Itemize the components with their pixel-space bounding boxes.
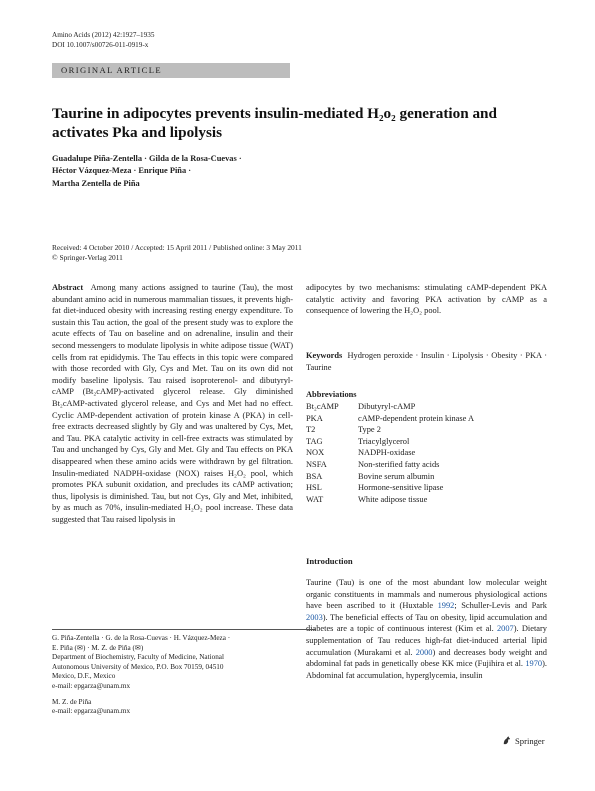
abbreviation-row: [306, 401, 547, 413]
footnote-line: Department of Biochemistry, Faculty of Medicine, National: [52, 653, 224, 662]
article-title: Taurine in adipocytes prevents insulin-mediated H₂o₂ generation and activates Pka and lipolysis: [52, 105, 497, 141]
footnote-email[interactable]: e-mail: epgarza@unam.mx: [52, 707, 131, 716]
received-dates: Received: 4 October 2010 / Accepted: 15 April 2011 / Published online: 3 May 2011: [52, 243, 302, 252]
abbreviation-key: Bt₂cAMP: [306, 402, 339, 411]
abbreviations-label: Abbreviations: [306, 390, 357, 399]
abbreviation-value: Hormone-sensitive lipase: [358, 483, 444, 493]
citation-link[interactable]: 1970: [525, 659, 543, 669]
citation-link[interactable]: 2007: [496, 624, 514, 634]
abstract-block: [52, 282, 293, 525]
abstract-label: Abstract: [52, 283, 84, 292]
springer-horse-icon: [501, 735, 512, 746]
introduction-heading: Introduction: [306, 556, 353, 566]
citation-link[interactable]: 2003: [306, 612, 323, 622]
abbreviation-key: HSL: [306, 483, 322, 493]
intro-text-run: ). Dietary supplementation of Tau reduces high-fat diet-induced arterial lipid accumulation (Murakami et al.: [306, 624, 547, 657]
abbreviation-row: [306, 471, 547, 483]
publisher-name: Springer: [515, 735, 545, 746]
doi: DOI 10.1007/s00726-011-0919-x: [52, 41, 149, 49]
abbreviation-value: White adipose tissue: [358, 494, 428, 504]
copyright-line: © Springer-Verlag 2011: [52, 253, 123, 262]
journal-citation: Amino Acids (2012) 42:1927–1935: [52, 31, 155, 39]
intro-text-run: ). Abdominal fat accumulation, hyperglycemia, insulin: [306, 659, 547, 680]
intro-text-run: Taurine (Tau) is one of the most abundant low molecular weight organic constituents in mammals and numerous physiological actions have been ascribed to it (Huxtable: [306, 578, 547, 611]
keywords-label: Keywords: [306, 351, 343, 360]
abbreviation-row: [306, 436, 547, 448]
abbreviation-row: [306, 413, 547, 425]
intro-text-run: ) and decreases body weight and abdominal fat pads in genetically obese KK mice (Fujihira et al.: [306, 647, 547, 669]
abbreviation-value: Type 2: [358, 425, 381, 435]
abbreviation-value: Bovine serum albumin: [358, 471, 435, 481]
journal-header: [52, 30, 154, 50]
abbreviation-value: Dibutyryl-cAMP: [358, 402, 416, 411]
abbreviation-key: TAG: [306, 436, 323, 446]
abbreviation-row: [306, 482, 547, 494]
abstract-continuation: adipocytes by two mechanisms: stimulating cAMP-dependent PKA catalytic activity and favoring PKA activation by cAMP as a consequence of lowering the H₂O₂ pool.: [306, 283, 547, 316]
abbreviation-row: [306, 459, 547, 471]
author-line: Guadalupe Piña-Zentella · Gilda de la Rosa-Cuevas ·: [52, 154, 242, 163]
footnote-line: G. Piña-Zentella · G. de la Rosa-Cuevas · H. Vázquez-Meza ·: [52, 634, 231, 642]
author-line: Martha Zentella de Piña: [52, 178, 140, 188]
keywords-block: [306, 350, 547, 373]
article-type-label: ORIGINAL ARTICLE: [61, 65, 163, 75]
abbreviation-key: PKA: [306, 413, 323, 423]
abbreviation-value: cAMP-dependent protein kinase A: [358, 413, 475, 423]
abbreviation-value: NADPH-oxidase: [358, 448, 416, 458]
footnote-email[interactable]: e-mail: epgarza@unam.mx: [52, 681, 131, 690]
publication-history: [52, 243, 302, 263]
footnote-divider: [52, 629, 316, 630]
abbreviation-row: [306, 494, 547, 506]
abbreviations-block: [306, 389, 547, 505]
publisher-logo: [501, 735, 545, 746]
footnote-line: E. Piña (✉) · M. Z. de Piña (✉): [52, 643, 144, 652]
abbreviation-key: NSFA: [306, 459, 327, 469]
introduction-text: [306, 577, 547, 681]
footnote-line: Mexico, D.F., Mexico: [52, 672, 116, 681]
abbreviation-value: Triacylglycerol: [358, 436, 410, 446]
abbreviation-key: WAT: [306, 494, 324, 504]
intro-text-run: ). The beneficial effects of Tau on obesity, lipid accumulation and diabetes are a topic of continuous interest (Kim et al.: [306, 612, 547, 634]
citation-link[interactable]: 1992: [437, 601, 455, 611]
footnote-line: Autonomous University of Mexico, P.O. Box 70159, 04510: [52, 662, 224, 671]
footnote-line: M. Z. de Piña: [52, 697, 92, 706]
abstract-text: Among many actions assigned to taurine (Tau), the most abundant amino acid in numerous mammalian tissues, it prevents high-fat diet-induced obesity with increasing resting energy expenditure. To sustain this Tau action, the goal of the present study was to explore the acute effects of Tau on baseline and on adrenaline, insulin and their second messengers to modulate lipolysis in white adipose tissue (WAT) cells from rat epididymis. The Tau effects in this topic were compared with those recorded with Gly, Cys and Met. Tau on its own did not modify baseline lipolysis. Tau raised isoproterenol- and dibutyryl-cAMP (Bt₂cAMP)-activated glycerol release. Gly diminished Bt₂cAMP-activated glycerol release, and Cys and Met had no effect. Cyclic AMP-dependent activation of protein kinase A (PKA) in cell-free extracts decreased slightly by Gly and was unaltered by Cys, Met, and Tau. PKA catalytic activity in cell-free extracts was stimulated by Tau and unchanged by Cys, Gly and Met. Gly and Tau effects on PKA disappeared when these amino acids were withdrawn by gel filtration. Insulin-mediated NADPH-oxidase (NOX) raises H₂O₂ pool, which promotes PKA subunit oxidation, and precludes its cAMP activation; thus, lipolysis is diminished. Tau, but not Cys, Gly and Met, inhibited, by as much as 70%, insulin-mediated H₂O₂ pool increase. These data suggested that Tau raised lipolysis in: [52, 283, 293, 524]
abbreviation-key: T2: [306, 425, 316, 435]
author-affiliation-footnote: [52, 634, 293, 717]
abbreviation-row: [306, 424, 547, 436]
intro-text-run: ; Schuller-Levis and Park: [454, 601, 547, 611]
abbreviation-value: Non-sterified fatty acids: [358, 459, 440, 469]
article-type-bar: [52, 63, 290, 78]
author-line: Héctor Vázquez-Meza · Enrique Piña ·: [52, 166, 192, 176]
author-list: [52, 153, 352, 190]
abbreviation-key: NOX: [306, 448, 325, 458]
citation-link[interactable]: 2000: [415, 647, 433, 657]
abbreviation-row: [306, 447, 547, 459]
abbreviation-key: BSA: [306, 471, 323, 481]
keywords-text: Hydrogen peroxide · Insulin · Lipolysis · Obesity · PKA · Taurine: [306, 351, 547, 372]
